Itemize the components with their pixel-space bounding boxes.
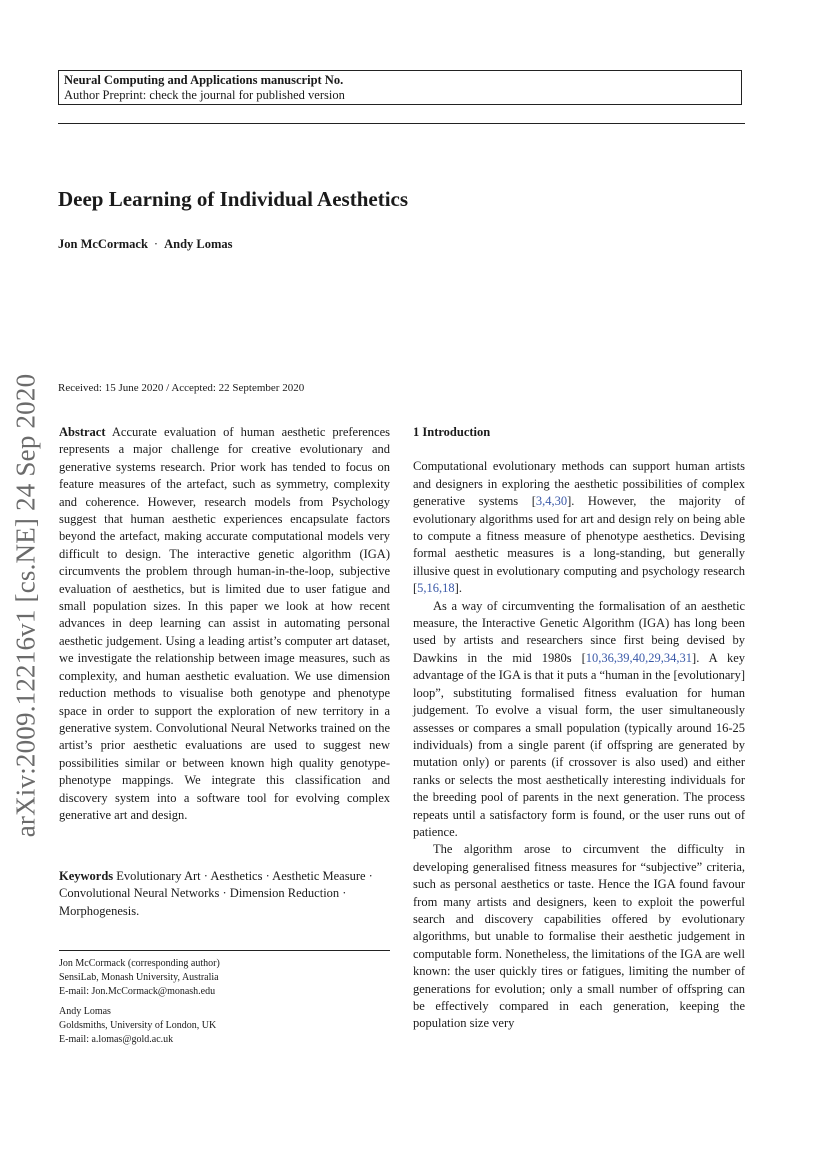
author2-footnote	[59, 1005, 390, 1047]
author-separator: ·	[153, 237, 159, 251]
citation-link[interactable]: 3,4,30	[535, 494, 568, 509]
header-divider	[58, 123, 745, 124]
arxiv-side-stamp	[6, 362, 46, 848]
footnote-author-name: Andy Lomas	[59, 1006, 111, 1017]
footnote-affiliation: Goldsmiths, University of London, UK	[59, 1020, 217, 1031]
footnote-author-name: Jon McCormack (corresponding author)	[59, 958, 220, 969]
footnote-divider	[59, 950, 390, 951]
author-name: Jon McCormack	[58, 237, 148, 251]
citation-link[interactable]: 5,16,18	[417, 581, 455, 596]
footnote-affiliation: SensiLab, Monash University, Australia	[59, 972, 219, 983]
author1-footnote	[59, 957, 390, 999]
arxiv-identifier: arXiv:2009.12216v1 [cs.NE] 24 Sep 2020	[10, 373, 41, 837]
intro-paragraph-3: The algorithm arose to circumvent the difficulty in developing generalised fitness measures for “subjective” criteria, such as personal aesthetics or taste. Hence the IGA found favour from many artists and designers, keen to exploit the powerful search and discovery capabilities offered by evolutionary algorithms, but unable to formalise their aesthetic judgement in computable form. Nonetheless, the limitations of the IGA are well known: the user quickly tires or fatigues, limiting the number of generations for evolution; only a small number of offspring can be effectively compared in each generation, keeping the population size very	[413, 842, 745, 1031]
journal-preprint-note: Author Preprint: check the journal for published version	[64, 88, 345, 102]
abstract-block	[59, 424, 390, 824]
author-name: Andy Lomas	[164, 237, 233, 251]
journal-manuscript-line: Neural Computing and Applications manuscript No.	[64, 73, 344, 87]
citation-link[interactable]: 10,36,39,40,29,34,31	[585, 650, 693, 665]
keywords-text: Evolutionary Art · Aesthetics · Aesthetic Measure · Convolutional Neural Networks · Dimension Reduction · Morphogenesis.	[59, 869, 373, 918]
abstract-text: Accurate evaluation of human aesthetic preferences represents a major challenge for creative evolutionary and generative systems research. Prior work has tended to focus on feature measures of the artefact, such as symmetry, complexity and coherence. However, research models from Psychology suggest that human aesthetic experiences encapsulate factors beyond the artefact, making accurate computational models very difficult to design. The interactive genetic algorithm (IGA) circumvents the problem through human-in-the-loop, subjective evaluation of aesthetics, but is limited due to user fatigue and small population sizes. In this paper we look at how recent advances in deep learning can assist in automating personal aesthetic judgement. Using a leading artist’s computer art dataset, we investigate the relationship between image measures, such as complexity, and human aesthetic evaluation. We use dimension reduction methods to visualise both genotype and phenotype space in order to support the exploration of new territory in a generative system. Convolutional Neural Networks trained on the artist’s prior aesthetic evaluations are used to suggest new possibilities similar or between known high quality genotype-phenotype mappings. We integrate this classification and discovery system into a software tool for evolving complex generative art and design.	[59, 425, 391, 822]
journal-header-box	[58, 70, 742, 105]
abstract-label: Abstract	[59, 425, 106, 439]
footnote-email: E-mail: Jon.McCormack@monash.edu	[59, 986, 216, 997]
received-dates: Received: 15 June 2020 / Accepted: 22 September 2020	[58, 382, 305, 394]
introduction-section	[413, 424, 745, 1033]
keywords-label: Keywords	[59, 869, 114, 883]
intro-paragraph-2: As a way of circumventing the formalisation of an aesthetic measure, the Interactive Genetic Algorithm (IGA) has long been used by artists and researchers since first being devised by Dawkins in the mid 1980s [10,36,39,40,29,34,31]. A key advantage of the IGA is that it puts a “human in the [evolutionary] loop”, substituting formalised fitness evaluation for human judgement. To evolve a visual form, the user simultaneously assesses or compares a small population (typically around 16-25 individuals) from a single parent (if offspring are generated by mutation only) or parents (if crossover is also used) and either ranks or selects the most aesthetically interesting individuals for the breeding pool of parents in the next generation. The process repeats until a satisfactory form is found, or the user runs out of patience.	[413, 598, 745, 839]
author-list	[58, 237, 233, 252]
footnote-email: E-mail: a.lomas@gold.ac.uk	[59, 1034, 174, 1045]
paper-title: Deep Learning of Individual Aesthetics	[58, 187, 409, 211]
keywords-block	[59, 868, 390, 920]
section-heading: 1 Introduction	[413, 425, 491, 439]
intro-paragraph-1: Computational evolutionary methods can support human artists and designers in exploring the aesthetic possibilities of complex generative systems [3,4,30]. However, the majority of evolutionary algorithms used for art and design rely on being able to compute a fitness measure of phenotype aesthetics. Devising formal aesthetic measures is a long-standing, but generally illusive quest in evolutionary computing and psychology research [5,16,18].	[413, 459, 745, 596]
